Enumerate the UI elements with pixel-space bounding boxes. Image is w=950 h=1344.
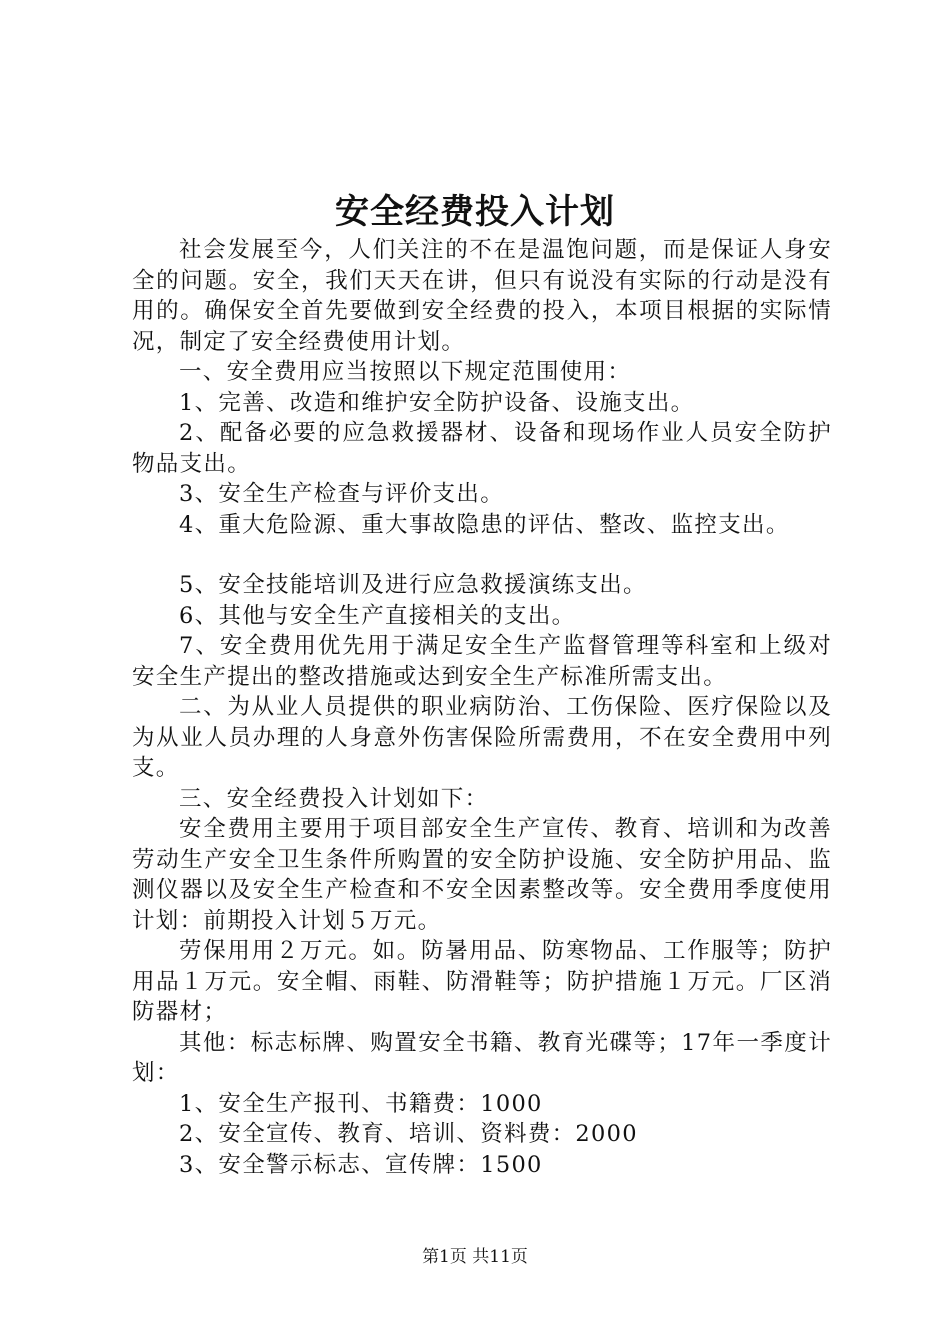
page-number-footer: 第1页 共11页	[422, 1247, 528, 1267]
paragraph-item-5: 5、安全技能培训及进行应急救援演练支出。	[179, 572, 647, 598]
paragraph-labor-protection: 劳保用用２万元。如。防暑用品、防寒物品、工作服等；防护用品１万元。安全帽、雨鞋、防滑鞋等；防护措施１万元。厂区消防器材；	[132, 938, 832, 1025]
paragraph-item-2: 2、配备必要的应急救援器材、设备和现场作业人员安全防护物品支出。	[132, 420, 832, 477]
paragraph-item-4: 4、重大危险源、重大事故隐患的评估、整改、监控支出。	[179, 511, 790, 538]
paragraph-item-3: 3、安全生产检查与评价支出。	[179, 481, 505, 507]
paragraph-section-3-heading: 三、安全经费投入计划如下：	[179, 785, 489, 812]
paragraph-plan-overview: 安全费用主要用于项目部安全生产宣传、教育、培训和为改善劳动生产安全卫生条件所购置的安全防护设施、安全防护用品、监测仪器以及安全生产检查和不安全因素整改等。安全费用季度使用计划：前期投入计划５万元。	[132, 816, 832, 934]
paragraph-budget-item-3: 3、安全警示标志、宣传牌：1500	[179, 1151, 543, 1178]
paragraph-item-1: 1、完善、改造和维护安全防护设备、设施支出。	[179, 389, 695, 416]
paragraph-budget-item-2: 2、安全宣传、教育、培训、资料费：2000	[179, 1121, 638, 1147]
paragraph-budget-item-1: 1、安全生产报刊、书籍费：1000	[179, 1090, 543, 1117]
paragraph-section-1-heading: 一、安全费用应当按照以下规定范围使用：	[179, 359, 632, 385]
paragraph-other: 其他：标志标牌、购置安全书籍、教育光碟等；17年一季度计划：	[132, 1029, 832, 1086]
document-title: 安全经费投入计划	[335, 192, 615, 232]
paragraph-item-7: 7、安全费用优先用于满足安全生产监督管理等科室和上级对安全生产提出的整改措施或达到安全生产标准所需支出。	[132, 633, 832, 690]
paragraph-item-6: 6、其他与安全生产直接相关的支出。	[179, 602, 576, 629]
document-body	[132, 235, 832, 1180]
paragraph-section-2: 二、为从业人员提供的职业病防治、工伤保险、医疗保险以及为从业人员办理的人身意外伤害保险所需费用，不在安全费用中列支。	[132, 694, 832, 781]
paragraph-intro: 社会发展至今，人们关注的不在是温饱问题，而是保证人身安全的问题。安全，我们天天在讲，但只有说没有实际的行动是没有用的。确保安全首先要做到安全经费的投入，本项目根据的实际情况，制定了安全经费使用计划。	[132, 237, 832, 355]
